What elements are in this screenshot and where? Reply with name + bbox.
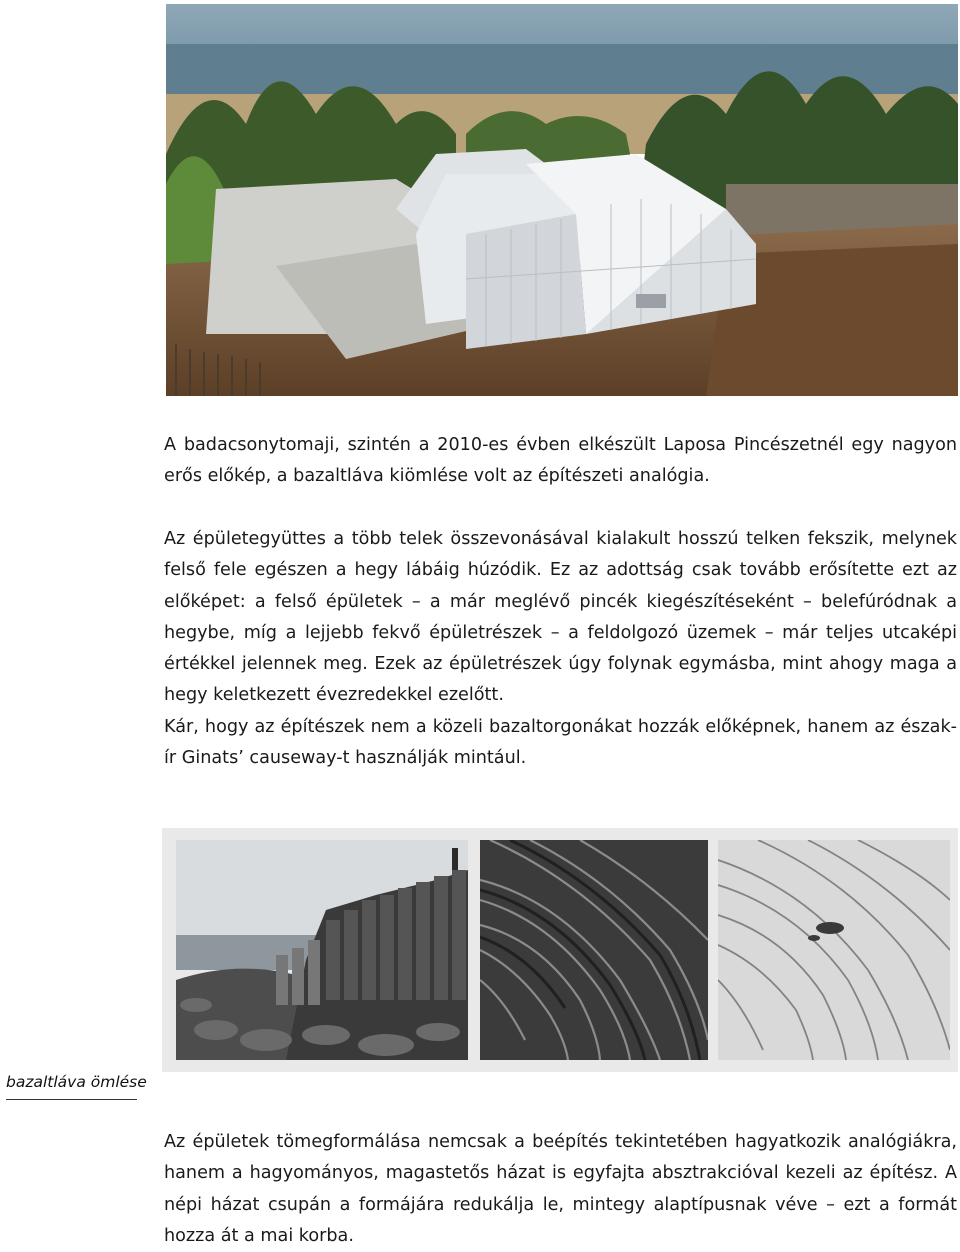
light-lava-flow-photo [718,840,950,1060]
basalt-photo-strip [162,828,958,1072]
dark-lava-flow-photo [480,840,708,1060]
paragraph-site-text: Az épületegyüttes a több telek összevonásával kialakult hosszú telken fekszik, melynek felső fele egészen a hegy lábáig húzódik. Ez az adottság csak tovább erősítette ezt az előképet: a felső épületek – a már meglévő pincék kiegészítéseként – belefúródnak a hegybe, míg a lejjebb fekvő épületrészek – a feldolgozó üzemek – már teljes utcaképi értékkel jelennek meg. Ezek az épületrészek úgy folynak egymásba, mint ahogy maga a hegy keletkezett évezredekkel ezelőtt. [164,529,957,706]
photo-caption: bazaltláva ömlése [6,1071,137,1100]
paragraph-building-description [164,524,957,774]
basalt-columns-photo [176,840,468,1060]
paragraph-causeway-text: Kár, hogy az építészek nem a közeli bazaltorgonákat hozzák előképnek, hanem az észak-ír Ginats’ causeway-t használják mintául. [164,716,957,769]
paragraph-intro: A badacsonytomaji, szintén a 2010-es évben elkészült Laposa Pincészetnél egy nagyon erős előkép, a bazaltláva kiömlése volt az építészeti analógia. [164,435,957,487]
paragraph-massing: Az épületek tömegformálása nemcsak a beépítés tekintetében hagyatkozik analógiákra, hanem a hagyományos, magastetős házat is egyfajta absztrakcióval kezeli az építész. A népi házat csupán a formájára redukálja le, mintegy alaptípusnak véve – ezt a formát hozza át a mai korba. [164,1132,957,1246]
winery-building-photo [166,4,958,396]
